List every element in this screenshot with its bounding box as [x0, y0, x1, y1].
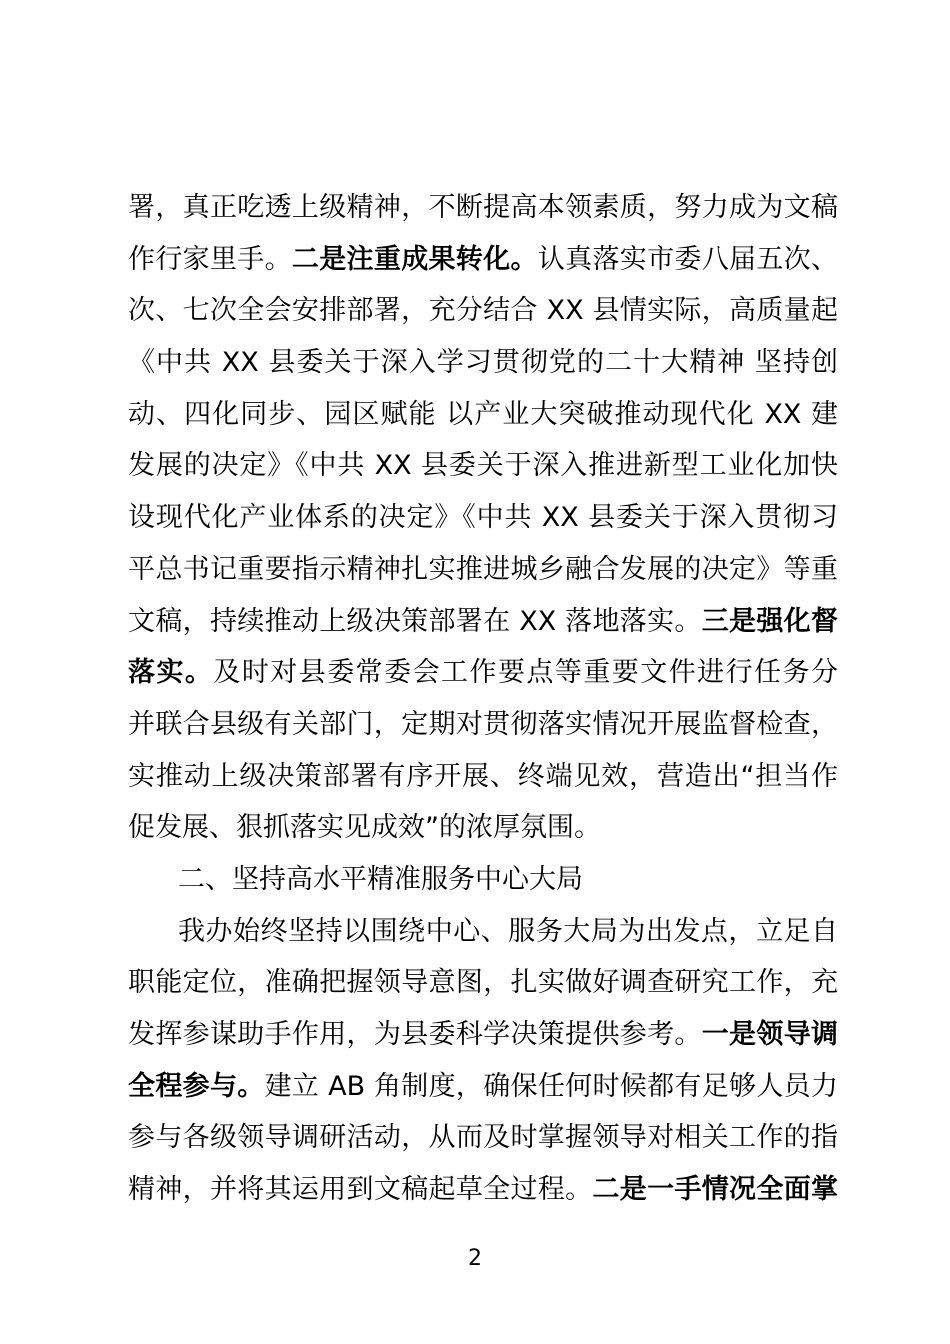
text-line [128, 751, 838, 803]
text-segment: 建立 AB 角制度，确保任何时候都有足够人员力 [264, 1070, 838, 1102]
text-line [128, 1112, 838, 1164]
body-text [128, 182, 838, 1216]
text-line [128, 906, 838, 958]
text-line [128, 596, 838, 648]
text-segment: 文稿，持续推动上级决策部署在 XX 落地落实。 [128, 605, 702, 637]
text-line [128, 337, 838, 389]
text-line [128, 440, 838, 492]
text-segment: 二、坚持高水平精准服务中心大局 [178, 863, 583, 895]
text-line [128, 699, 838, 751]
text-segment: 次、七次全会安排部署，充分结合 XX 县情实际，高质量起 [128, 295, 838, 327]
text-line [128, 647, 838, 699]
text-segment: 促发展、狠抓落实见成效”的浓厚氛围。 [128, 812, 601, 844]
text-segment: 设现代化产业体系的决定》《中共 XX 县委关于深入贯彻习 [128, 502, 838, 534]
bold-heading-segment: 落实。 [128, 657, 214, 689]
bold-heading-segment: 全程参与。 [128, 1070, 265, 1102]
text-line [128, 957, 838, 1009]
text-segment: 平总书记重要指示精神扎实推进城乡融合发展的决定》等重 [128, 553, 838, 585]
text-line [128, 1009, 838, 1061]
text-segment: 精神，并将其运用到文稿起草全过程。 [128, 1174, 593, 1206]
text-line [128, 802, 838, 854]
text-line [128, 285, 838, 337]
text-line [128, 1164, 838, 1216]
text-line [128, 389, 838, 441]
text-segment: 实推动上级决策部署有序开展、终端见效，营造出“担当作 [128, 760, 838, 792]
text-segment: 我办始终坚持以围绕中心、服务大局为出发点，立足自 [178, 915, 838, 947]
bold-heading-segment: 二是注重成果转化。 [291, 243, 538, 275]
text-segment: 发展的决定》《中共 XX 县委关于深入推进新型工业化加快 [128, 450, 838, 482]
text-segment: 作行家里手。 [128, 243, 292, 275]
text-segment: 认真落实市委八届五次、 [537, 243, 838, 275]
text-segment: 参与各级领导调研活动，从而及时掌握领导对相关工作的指 [128, 1122, 838, 1154]
text-line [128, 854, 838, 906]
text-segment: 并联合县级有关部门，定期对贯彻落实情况开展监督检查， [128, 708, 838, 740]
text-segment: 动、四化同步、园区赋能 以产业大突破推动现代化 XX 建 [128, 398, 838, 430]
page-number: 2 [468, 1246, 482, 1271]
text-segment: 及时对县委常委会工作要点等重要文件进行任务分 [213, 657, 838, 689]
text-segment: 《中共 XX 县委关于深入学习贯彻党的二十大精神 坚持创 [128, 347, 838, 379]
bold-heading-segment: 一是领导调 [701, 1019, 838, 1050]
text-line [128, 492, 838, 544]
text-line [128, 1061, 838, 1113]
bold-heading-segment: 二是一手情况全面掌 [592, 1174, 838, 1206]
bold-heading-segment: 三是强化督 [701, 605, 838, 637]
text-line [128, 234, 838, 286]
text-line [128, 182, 838, 234]
text-segment: 署，真正吃透上级精神，不断提高本领素质，努力成为文稿 [128, 192, 838, 223]
text-segment: 职能定位，准确把握领导意图，扎实做好调查研究工作，充 [128, 967, 838, 999]
text-segment: 发挥参谋助手作用，为县委科学决策提供参考。 [128, 1019, 702, 1050]
text-line [128, 544, 838, 596]
